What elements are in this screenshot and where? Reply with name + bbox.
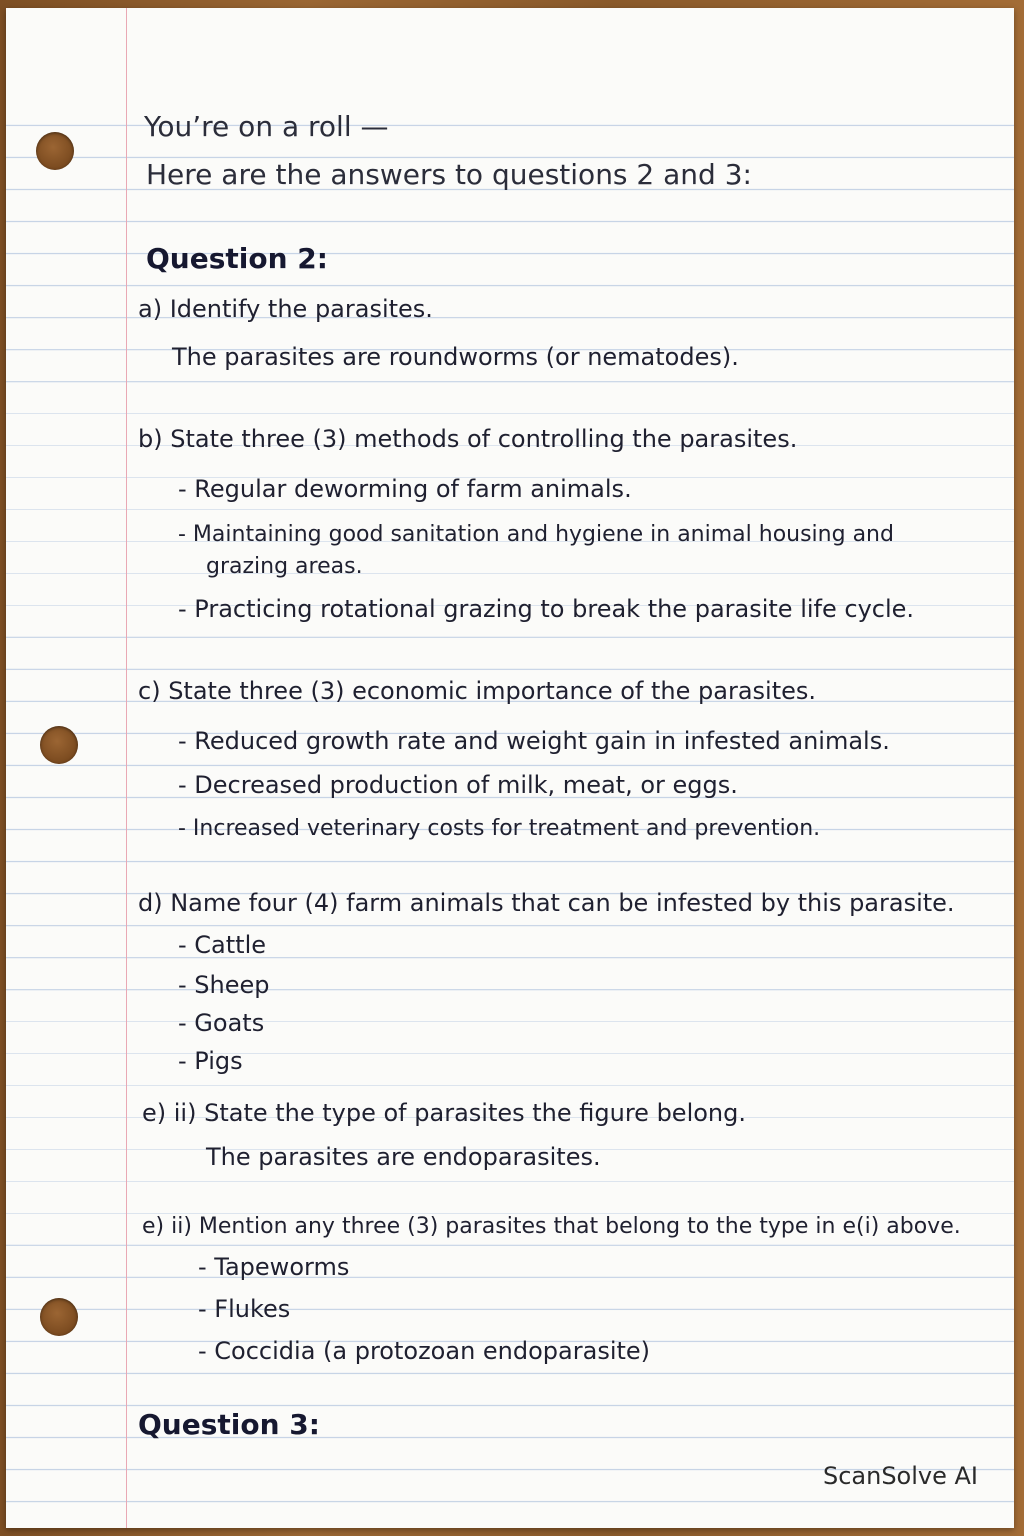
q2d-question: d) Name four (4) farm animals that can be infested by this parasite.: [138, 889, 955, 917]
q2e1-question: e) ii) State the type of parasites the figure belong.: [142, 1099, 746, 1127]
q2d-answer-1: - Cattle: [178, 931, 267, 959]
intro-line-2: Here are the answers to questions 2 and 3:: [146, 158, 752, 191]
brand-footer: ScanSolve AI: [822, 1462, 978, 1490]
q2e2-question: e) ii) Mention any three (3) parasites that belong to the type in e(i) above.: [142, 1214, 961, 1239]
punch-hole-top: [36, 132, 74, 170]
q2b-answer-2: - Maintaining good sanitation and hygiene in animal housing and: [178, 522, 894, 547]
punch-hole-bottom: [40, 1298, 78, 1336]
q2e1-answer: The parasites are endoparasites.: [206, 1143, 601, 1171]
q2c-question: c) State three (3) economic importance of the parasites.: [138, 677, 817, 705]
paper-top-margin: [6, 8, 1014, 94]
q2c-answer-2: - Decreased production of milk, meat, or eggs.: [178, 771, 738, 799]
q2c-answer-3: - Increased veterinary costs for treatment and prevention.: [178, 816, 821, 841]
q2e2-answer-3: - Coccidia (a protozoan endoparasite): [198, 1337, 651, 1365]
q2d-answer-3: - Goats: [178, 1009, 265, 1037]
lined-paper-sheet: [6, 8, 1014, 1528]
q2b-answer-1: - Regular deworming of farm animals.: [178, 475, 632, 503]
q2b-answer-3: - Practicing rotational grazing to break the parasite life cycle.: [178, 595, 915, 623]
q2e2-answer-1: - Tapeworms: [198, 1253, 350, 1281]
punch-hole-middle: [40, 726, 78, 764]
q2d-answer-4: - Pigs: [178, 1047, 243, 1075]
q2a-answer: The parasites are roundworms (or nematodes).: [172, 343, 739, 371]
q2d-answer-2: - Sheep: [178, 971, 270, 999]
q2b-answer-2-cont: grazing areas.: [206, 554, 363, 579]
question-2-heading: Question 2:: [146, 242, 328, 275]
q2e2-answer-2: - Flukes: [198, 1295, 291, 1323]
q2a-question: a) Identify the parasites.: [138, 295, 433, 323]
red-margin-line: [126, 8, 127, 1528]
question-3-heading: Question 3:: [138, 1408, 320, 1441]
intro-line-1: You’re on a roll —: [144, 110, 389, 143]
q2c-answer-1: - Reduced growth rate and weight gain in infested animals.: [178, 727, 890, 755]
q2b-question: b) State three (3) methods of controlling the parasites.: [138, 425, 798, 453]
